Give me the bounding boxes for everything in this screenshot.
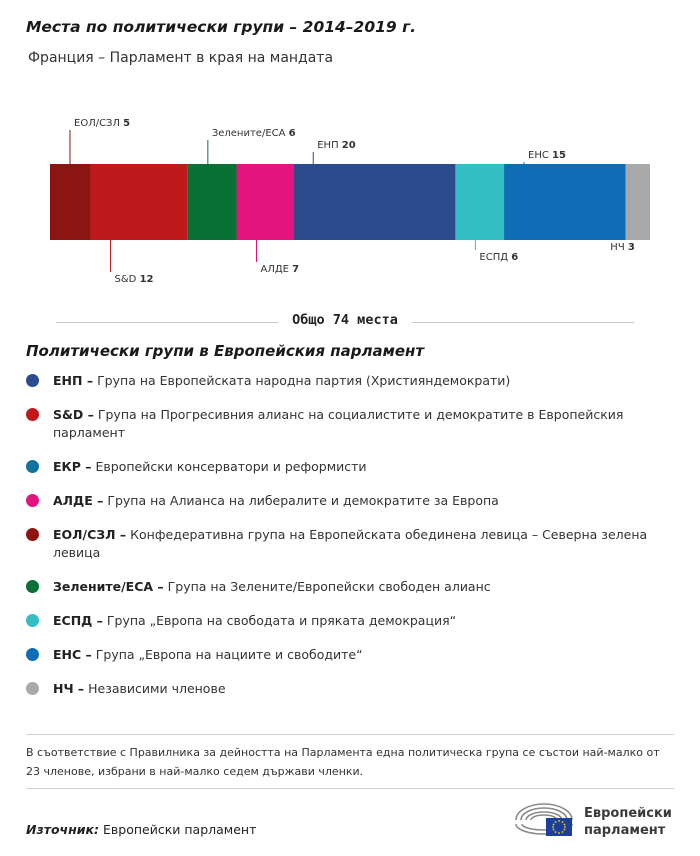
legend-text: Група на Европейската народна партия (Християндемократи) xyxy=(97,373,511,388)
bar-segment xyxy=(626,164,650,240)
bar-segment xyxy=(91,164,188,240)
bar-segment xyxy=(236,164,293,240)
european-parliament-logo[interactable] xyxy=(512,798,682,842)
legend-item xyxy=(26,526,656,562)
legend-abbr: Зелените/ЕСА – xyxy=(53,579,164,594)
logo-line-1: Европейски xyxy=(584,806,672,821)
legend-abbr: S&D – xyxy=(53,407,94,422)
source-text: Европейски парламент xyxy=(103,822,257,837)
legend-abbr: ЕНС – xyxy=(53,647,92,662)
legend-abbr: НЧ – xyxy=(53,681,85,696)
legend-abbr: ЕСПД – xyxy=(53,613,103,628)
legend-item xyxy=(26,646,656,664)
legend-abbr: АЛДЕ – xyxy=(53,493,104,508)
source xyxy=(26,822,256,837)
legend-item xyxy=(26,458,656,476)
legend-dot xyxy=(26,580,39,593)
segment-label: S&D 12 xyxy=(114,274,154,285)
segment-label: НЧ 3 xyxy=(610,242,635,253)
note-divider-top xyxy=(26,734,674,735)
legend-text: Група „Европа на нациите и свободите“ xyxy=(95,647,363,662)
segment-label: ЕОЛ/СЗЛ 5 xyxy=(74,118,131,129)
segment-label: ЕНС 15 xyxy=(528,150,566,161)
legend-abbr: ЕКР – xyxy=(53,459,92,474)
legend-item xyxy=(26,406,656,442)
legend-dot xyxy=(26,614,39,627)
legend-item xyxy=(26,612,656,630)
stacked-bar-chart xyxy=(0,100,700,300)
legend-text: Европейски консерватори и реформисти xyxy=(95,459,367,474)
legend-abbr: ЕОЛ/СЗЛ – xyxy=(53,527,127,542)
bar-segment xyxy=(50,164,91,240)
segment-label: ЕСПД 6 xyxy=(479,252,519,263)
legend-dot xyxy=(26,494,39,507)
legend-text: Конфедеративна група на Европейската обединена левица – Северна зелена левица xyxy=(53,527,648,560)
segment-label: ЕНП 20 xyxy=(317,140,356,151)
legend-text: Група „Европа на свободата и пряката демокрация“ xyxy=(106,613,457,628)
legend-item xyxy=(26,578,656,596)
footnote: В съответствие с Правилника за дейността на Парламента една политическа група се състои най-малко от 23 членове, избрани в най-малко седем държави членки. xyxy=(26,746,660,778)
legend-dot xyxy=(26,460,39,473)
chart-subtitle: Франция – Парламент в края на мандата xyxy=(28,50,334,66)
legend-text: Група на Алианса на либералите и демократите за Европа xyxy=(107,493,499,508)
chart-title: Места по политически групи – 2014–2019 г. xyxy=(26,18,417,36)
bar-segment xyxy=(188,164,237,240)
legend-text: Независими членове xyxy=(88,681,226,696)
segment-label: АЛДЕ 7 xyxy=(260,264,300,275)
legend-title: Политически групи в Европейския парламент xyxy=(26,342,425,360)
note-divider-bottom xyxy=(26,788,674,789)
source-label: Източник: xyxy=(26,822,100,837)
bar-segment xyxy=(455,164,504,240)
segment-label: Зелените/ЕСА 6 xyxy=(211,128,296,139)
legend-item xyxy=(26,492,656,510)
logo-text xyxy=(584,805,672,839)
legend-dot xyxy=(26,528,39,541)
legend-text: Група на Зелените/Европейски свободен алианс xyxy=(167,579,491,594)
legend-text: Група на Прогресивния алианс на социалистите и демократите в Европейския парламент xyxy=(53,407,624,440)
legend-dot xyxy=(26,374,39,387)
european-parliament-logo-icon xyxy=(512,800,578,840)
bar-segment xyxy=(504,164,626,240)
bar-segment xyxy=(293,164,455,240)
legend-abbr: ЕНП – xyxy=(53,373,94,388)
legend-item xyxy=(26,372,656,390)
total-seats xyxy=(56,312,634,332)
logo-line-2: парламент xyxy=(584,823,666,838)
legend-dot xyxy=(26,648,39,661)
legend-dot xyxy=(26,682,39,695)
legend-item xyxy=(26,680,656,698)
total-label: Общо 74 места xyxy=(278,312,412,328)
legend-dot xyxy=(26,408,39,421)
